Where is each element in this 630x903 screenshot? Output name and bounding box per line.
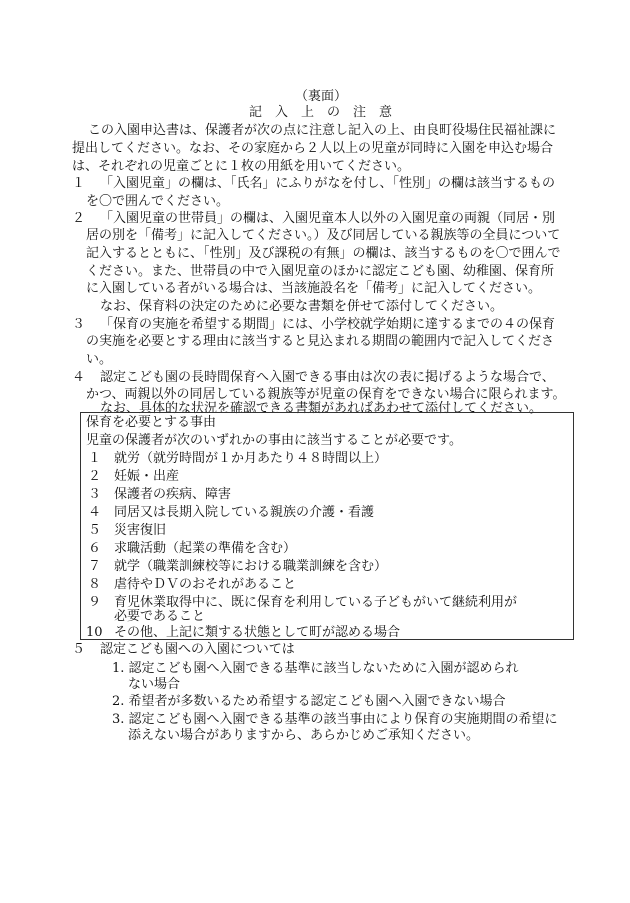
- note-2-line: に入園している者がいる場合は、当該施設名を「備考」に記入してください。: [86, 281, 542, 296]
- note-4-line: かつ、両親以外の同居している親族等が児童の保育をできない場合に限られます。: [86, 387, 566, 402]
- reason-text: 就学（職業訓練校等における職業訓練を含む）: [114, 559, 388, 574]
- document-title: 記 入 上 の 注 意: [249, 105, 393, 120]
- intro-line: 提出してください。なお、その家庭から２人以上の児童が同時に入園を申込む場合: [72, 141, 554, 156]
- page-side-label: （裏面）: [295, 89, 348, 104]
- reason-number: ４: [88, 505, 102, 520]
- note-1-line: 「入園児童」の欄は、「氏名」にふりがなを付し、「性別」の欄は該当するもの: [100, 176, 556, 191]
- reason-number: １: [88, 451, 102, 466]
- reasons-lead: 児童の保護者が次のいずれかの事由に該当することが必要です。: [86, 433, 462, 448]
- reason-number: ８: [88, 577, 102, 592]
- reason-number: ６: [88, 541, 102, 556]
- note-5-number: ５: [72, 642, 86, 657]
- note-2-line: なお、保育料の決定のために必要な書類を併せて添付してください。: [100, 299, 504, 314]
- note-2-line: 居の別を「備考」に記入してください。）及び同居している親族等の全員について: [86, 228, 561, 243]
- note-2-line: 記入するとともに、「性別」及び課税の有無」の欄は、該当するものを〇で囲んで: [86, 246, 561, 261]
- note-5-title: 認定こども園への入園については: [100, 642, 295, 657]
- note-4-number: ４: [72, 370, 86, 385]
- reason-text: 保護者の疾病、障害: [114, 487, 232, 502]
- reason-text: 災害復旧: [114, 523, 167, 538]
- note-5-item: 1. 認定こども園へ入園できる基準に該当しないために入園が認められ: [112, 661, 519, 676]
- intro-line: この入園申込書は、保護者が次の点に注意し記入の上、由良町役場住民福祉課に: [88, 123, 557, 138]
- reason-text: その他、上記に類する状態として町が認める場合: [114, 625, 401, 640]
- note-3-line: い。: [86, 352, 113, 367]
- reason-number: ７: [88, 559, 102, 574]
- reason-number: ３: [88, 487, 102, 502]
- reason-number: 10: [86, 625, 103, 640]
- reason-number: ９: [88, 595, 102, 610]
- reason-text: 育児休業取得中に、既に保育を利用している子どもがいて継続利用が: [114, 595, 518, 610]
- note-5-item: 添えない場合がありますから、あらかじめご承知ください。: [128, 728, 480, 743]
- note-3-number: ３: [72, 317, 86, 332]
- reason-text: 就労（就労時間が１か月あたり４８時間以上）: [114, 451, 388, 466]
- note-2-line: 「入園児童の世帯員」の欄は、入園児童本人以外の入園児童の両親（同居・別: [100, 211, 556, 226]
- note-2-number: ２: [72, 211, 86, 226]
- reason-text-continued: 必要であること: [114, 609, 206, 624]
- reason-text: 妊娠・出産: [114, 469, 180, 484]
- reason-text: 虐待やＤＶのおそれがあること: [114, 577, 297, 592]
- intro-line: は、それぞれの児童ごとに１枚の用紙を用いてください。: [72, 159, 411, 174]
- reason-text: 同居又は長期入院している親族の介護・看護: [114, 505, 375, 520]
- note-4-line: 認定こども園の長時間保育へ入園できる事由は次の表に掲げるような場合で、: [100, 370, 555, 385]
- note-3-line: の実施を必要とする理由に該当すると見込まれる期間の範囲内で記入してくださ: [86, 334, 555, 349]
- reason-text: 求職活動（起業の準備を含む）: [114, 541, 297, 556]
- note-1-line: を〇で囲んでください。: [86, 194, 230, 209]
- note-2-line: ください。また、世帯員の中で入園児童のほかに認定こども園、幼稚園、保育所: [86, 264, 555, 279]
- note-5-item: 2. 希望者が多数いるため希望する認定こども園へ入園できない場合: [112, 694, 506, 709]
- note-1-number: １: [72, 176, 86, 191]
- reason-number: ２: [88, 469, 102, 484]
- reasons-heading: 保育を必要とする事由: [86, 415, 217, 430]
- note-3-line: 「保育の実施を希望する期間」には、小学校就学始期に達するまでの４の保育: [100, 317, 556, 332]
- note-5-item: ない場合: [128, 677, 181, 692]
- note-4-line: なお、具体的な状況を確認できる書類があればあわせて添付してください。: [100, 401, 543, 416]
- reason-number: ５: [88, 523, 102, 538]
- note-5-item: 3. 認定こども園へ入園できる基準の該当事由により保育の実施期間の希望に: [112, 712, 558, 727]
